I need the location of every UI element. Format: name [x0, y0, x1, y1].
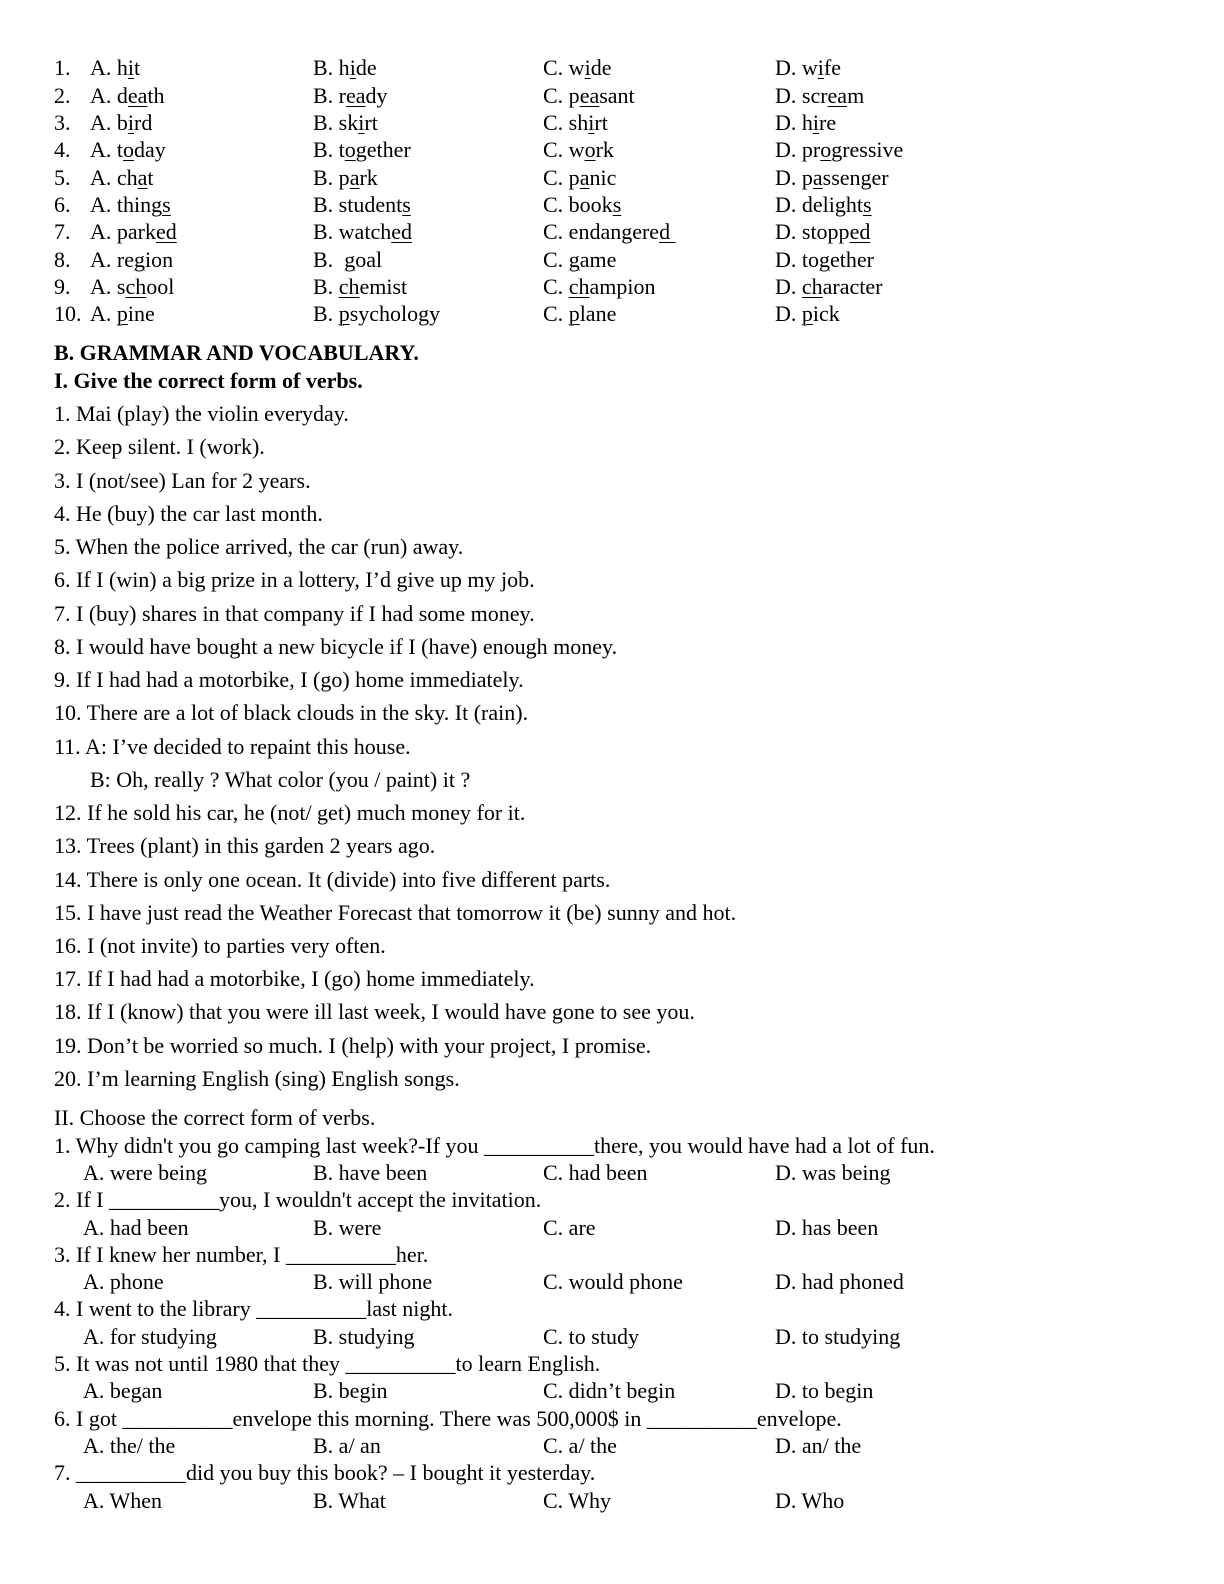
option-text: dy	[365, 83, 388, 108]
part1-item: 11. A: I’ve decided to repaint this house.	[54, 734, 411, 759]
option-text: C. endangere	[543, 219, 660, 244]
underlined-sound: i	[588, 110, 595, 135]
question-number: 10.	[54, 301, 82, 326]
option-text: D. scr	[775, 83, 828, 108]
underlined-sound: d	[659, 219, 676, 244]
option-a: A. were being	[83, 1160, 208, 1185]
option-b: B. begin	[313, 1378, 388, 1403]
option-text: B. t	[313, 137, 345, 162]
option-a	[90, 54, 140, 82]
underlined-sound: s	[402, 192, 411, 217]
option-text: t	[147, 165, 154, 190]
option-text: A. park	[90, 219, 156, 244]
option-b	[313, 54, 377, 82]
pronunciation-row	[0, 136, 1224, 164]
option-text: D. h	[775, 110, 813, 135]
option-text: t	[134, 55, 141, 80]
option-text: ssenger	[822, 165, 889, 190]
option-a	[90, 164, 154, 192]
option-text: ine	[127, 301, 155, 326]
option-text: D.	[775, 301, 802, 326]
option-b	[313, 218, 412, 246]
option-d	[775, 136, 903, 164]
underlined-sound: ea	[579, 83, 600, 108]
part2-options	[0, 1268, 1224, 1296]
section-b-title: B. GRAMMAR AND VOCABULARY.	[54, 340, 419, 365]
question-number: 5.	[54, 165, 71, 190]
underlined-sound: ed	[849, 219, 871, 244]
option-text: gressive	[831, 137, 904, 162]
part2-question: 7. __________did you buy this book? – I bought it yesterday.	[54, 1460, 596, 1485]
part1-item: 8. I would have bought a new bicycle if I (have) enough money.	[54, 634, 618, 659]
option-text: A. re	[90, 247, 134, 272]
option-a	[90, 218, 177, 246]
pronunciation-row	[0, 300, 1224, 328]
underlined-sound: a	[349, 165, 360, 190]
underlined-sound: i	[358, 110, 365, 135]
option-c	[543, 273, 655, 301]
option-c: C. a/ the	[543, 1433, 617, 1458]
option-text: B. r	[313, 83, 346, 108]
question-number: 4.	[54, 137, 71, 162]
underlined-sound: ch	[338, 274, 360, 299]
pronunciation-row	[0, 246, 1224, 274]
option-text: m	[847, 83, 865, 108]
question-number: 1.	[54, 55, 71, 80]
part1-item: 5. When the police arrived, the car (run) away.	[54, 534, 464, 559]
option-text: A. d	[90, 83, 128, 108]
option-text: rt	[594, 110, 608, 135]
pronunciation-row	[0, 191, 1224, 219]
underlined-sound: o	[584, 137, 596, 162]
option-b: B. have been	[313, 1160, 428, 1185]
option-d	[775, 273, 882, 301]
option-b: B. a/ an	[313, 1433, 381, 1458]
option-d: D. to studying	[775, 1324, 901, 1349]
option-c	[543, 246, 616, 274]
option-d: D. was being	[775, 1160, 891, 1185]
pronunciation-row	[0, 273, 1224, 301]
part2-options	[0, 1377, 1224, 1405]
part2-options	[0, 1432, 1224, 1460]
option-text: ool	[146, 274, 175, 299]
underlined-sound: g	[568, 247, 580, 272]
option-d	[775, 191, 872, 219]
part1-title: I. Give the correct form of verbs.	[54, 368, 363, 393]
option-b	[313, 109, 378, 137]
part1-item: 18. If I (know) that you were ill last week, I would have gone to see you.	[54, 999, 695, 1024]
part2-question: 2. If I __________you, I wouldn't accept the invitation.	[54, 1187, 542, 1212]
option-text: rt	[364, 110, 378, 135]
option-b: B. What	[313, 1488, 386, 1513]
option-text: B.	[313, 247, 345, 272]
part2-question: 4. I went to the library __________last night.	[54, 1296, 453, 1321]
option-d	[775, 246, 874, 274]
option-d	[775, 109, 836, 137]
option-text: C. book	[543, 192, 613, 217]
pronunciation-row	[0, 54, 1224, 82]
option-text: re	[819, 110, 837, 135]
option-a	[90, 191, 171, 219]
option-c: C. are	[543, 1215, 596, 1240]
option-d	[775, 218, 870, 246]
part1-item: 13. Trees (plant) in this garden 2 years ago.	[54, 833, 436, 858]
underlined-sound: ch	[568, 274, 590, 299]
option-text: C.	[543, 247, 569, 272]
option-c: C. would phone	[543, 1269, 683, 1294]
option-text: aracter	[822, 274, 883, 299]
part1-item: 4. He (buy) the car last month.	[54, 501, 323, 526]
option-text: C. p	[543, 83, 580, 108]
question-number: 6.	[54, 192, 71, 217]
underlined-sound: i	[584, 55, 591, 80]
option-text: A. s	[90, 274, 126, 299]
option-c	[543, 82, 635, 110]
option-text: rk	[359, 165, 378, 190]
option-d: D. has been	[775, 1215, 879, 1240]
option-text: gether	[355, 137, 411, 162]
option-a	[90, 136, 166, 164]
underlined-sound: a	[137, 165, 148, 190]
part2-options	[0, 1159, 1224, 1187]
option-text: A. t	[90, 137, 123, 162]
option-text: A.	[90, 301, 117, 326]
option-text: D. delight	[775, 192, 863, 217]
option-d: D. to begin	[775, 1378, 874, 1403]
part1-item: 1. Mai (play) the violin everyday.	[54, 401, 349, 426]
underlined-sound: ch	[801, 274, 823, 299]
option-text: ampion	[589, 274, 656, 299]
option-d: D. Who	[775, 1488, 845, 1513]
underlined-sound: ea	[127, 83, 148, 108]
option-b: B. studying	[313, 1324, 415, 1349]
option-text: D. pr	[775, 137, 821, 162]
question-number: 2.	[54, 83, 71, 108]
option-text: ion	[144, 247, 174, 272]
option-a	[90, 273, 174, 301]
underlined-sound: ch	[125, 274, 147, 299]
option-text: lane	[579, 301, 617, 326]
option-b	[313, 300, 440, 328]
option-text: C. w	[543, 137, 585, 162]
option-c	[543, 300, 616, 328]
option-text: C. sh	[543, 110, 589, 135]
underlined-sound: s	[612, 192, 622, 217]
option-text: C. p	[543, 165, 580, 190]
option-d: D. had phoned	[775, 1269, 904, 1294]
option-text: A. b	[90, 110, 128, 135]
option-a: A. had been	[83, 1215, 189, 1240]
underlined-sound: p	[116, 301, 128, 326]
underlined-sound: ea	[827, 83, 848, 108]
question-number: 7.	[54, 219, 71, 244]
option-a: A. began	[83, 1378, 163, 1403]
underlined-sound: s	[162, 192, 171, 217]
underlined-sound: o	[123, 137, 134, 162]
part1-item: 7. I (buy) shares in that company if I had some money.	[54, 601, 535, 626]
option-a: A. phone	[83, 1269, 164, 1294]
underlined-sound: g	[819, 247, 830, 272]
part1-item: 17. If I had had a motorbike, I (go) home immediately.	[54, 966, 535, 991]
option-text: ick	[812, 301, 840, 326]
part1-item: 15. I have just read the Weather Forecast that tomorrow it (be) sunny and hot.	[54, 900, 737, 925]
option-a: A. for studying	[83, 1324, 217, 1349]
part2-options	[0, 1487, 1224, 1515]
part2-question: 6. I got __________envelope this morning. There was 500,000$ in __________envelope.	[54, 1406, 842, 1431]
part1-item: 14. There is only one ocean. It (divide) into five different parts.	[54, 867, 611, 892]
option-b	[313, 246, 382, 274]
option-text: B. watch	[313, 219, 392, 244]
option-text: C.	[543, 301, 569, 326]
underlined-sound: ed	[391, 219, 412, 244]
option-text: rd	[134, 110, 153, 135]
option-text: oal	[355, 247, 383, 272]
option-a: A. When	[83, 1488, 163, 1513]
option-a	[90, 300, 155, 328]
part1-item: 3. I (not/see) Lan for 2 years.	[54, 468, 311, 493]
option-d	[775, 300, 840, 328]
option-c	[543, 109, 608, 137]
option-text: sychology	[349, 301, 441, 326]
part2-options	[0, 1214, 1224, 1242]
option-a	[90, 82, 165, 110]
underlined-sound: i	[127, 110, 135, 135]
part2-options	[0, 1323, 1224, 1351]
option-c	[543, 136, 614, 164]
underlined-sound: p	[338, 301, 350, 326]
option-b: B. will phone	[313, 1269, 433, 1294]
part1-item: 19. Don’t be worried so much. I (help) with your project, I promise.	[54, 1033, 652, 1058]
option-d	[775, 54, 841, 82]
underlined-sound: p	[801, 301, 813, 326]
option-c: C. Why	[543, 1488, 612, 1513]
option-text: emist	[359, 274, 408, 299]
option-text: D. stopp	[775, 219, 850, 244]
pronunciation-row	[0, 218, 1224, 246]
part1-item: 20. I’m learning English (sing) English songs.	[54, 1066, 460, 1091]
option-text: rk	[595, 137, 614, 162]
option-text: fe	[823, 55, 841, 80]
underlined-sound: i	[817, 55, 824, 80]
option-text: D.	[775, 274, 802, 299]
option-text: th	[147, 83, 165, 108]
part1-item: 16. I (not invite) to parties very often.	[54, 933, 386, 958]
option-b	[313, 191, 411, 219]
underlined-sound: i	[812, 110, 820, 135]
option-b	[313, 82, 388, 110]
option-text: D. to	[775, 247, 819, 272]
option-text: A. ch	[90, 165, 138, 190]
question-number: 8.	[54, 247, 71, 272]
part2-question: 3. If I knew her number, I __________her.	[54, 1242, 429, 1267]
option-text: ether	[830, 247, 874, 272]
option-text: D. w	[775, 55, 818, 80]
underlined-sound: ed	[155, 219, 177, 244]
question-number: 3.	[54, 110, 71, 135]
underlined-sound: i	[349, 55, 356, 80]
option-c	[543, 54, 611, 82]
option-c: C. didn’t begin	[543, 1378, 676, 1403]
part1-item: 12. If he sold his car, he (not/ get) much money for it.	[54, 800, 526, 825]
part2-question: 1. Why didn't you go camping last week?-If you __________there, you would have had a lot of fun.	[54, 1133, 935, 1158]
part1-item-continuation: B: Oh, really ? What color (you / paint) it ?	[90, 767, 471, 792]
option-text: de	[355, 55, 377, 80]
option-text: B.	[313, 301, 339, 326]
option-b: B. were	[313, 1215, 382, 1240]
option-text: B. student	[313, 192, 403, 217]
underlined-sound: a	[579, 165, 590, 190]
underlined-sound: a	[812, 165, 823, 190]
underlined-sound: p	[568, 301, 580, 326]
option-d	[775, 82, 864, 110]
option-c: C. had been	[543, 1160, 648, 1185]
option-text: day	[134, 137, 166, 162]
option-a	[90, 246, 173, 274]
option-text: D. p	[775, 165, 813, 190]
option-text: de	[590, 55, 612, 80]
option-text: B. h	[313, 55, 350, 80]
underlined-sound: o	[344, 137, 356, 162]
option-c: C. to study	[543, 1324, 639, 1349]
option-text: sant	[599, 83, 635, 108]
option-text: B.	[313, 274, 339, 299]
option-c	[543, 191, 621, 219]
option-text: ame	[579, 247, 617, 272]
pronunciation-row	[0, 109, 1224, 137]
part1-item: 2. Keep silent. I (work).	[54, 434, 265, 459]
underlined-sound: ea	[346, 83, 366, 108]
part2-title: II. Choose the correct form of verbs.	[54, 1105, 376, 1130]
part1-item: 10. There are a lot of black clouds in the sky. It (rain).	[54, 700, 529, 725]
underlined-sound: i	[127, 55, 135, 80]
part1-item: 9. If I had had a motorbike, I (go) home immediately.	[54, 667, 524, 692]
pronunciation-row	[0, 164, 1224, 192]
option-text: A. h	[90, 55, 128, 80]
option-d: D. an/ the	[775, 1433, 862, 1458]
option-c	[543, 164, 616, 192]
option-b	[313, 136, 411, 164]
option-text: B. p	[313, 165, 350, 190]
option-text: nic	[589, 165, 617, 190]
option-text: C. w	[543, 55, 585, 80]
option-c	[543, 218, 676, 246]
option-d	[775, 164, 889, 192]
question-number: 9.	[54, 274, 71, 299]
underlined-sound: g	[133, 247, 145, 272]
underlined-sound: g	[344, 247, 356, 272]
option-b	[313, 273, 407, 301]
pronunciation-row	[0, 82, 1224, 110]
option-text: B. sk	[313, 110, 359, 135]
option-text: A. thing	[90, 192, 163, 217]
underlined-sound: s	[863, 192, 872, 217]
underlined-sound: o	[820, 137, 832, 162]
option-a	[90, 109, 152, 137]
option-b	[313, 164, 378, 192]
option-text: C.	[543, 274, 569, 299]
part1-item: 6. If I (win) a big prize in a lottery, I’d give up my job.	[54, 567, 535, 592]
part2-question: 5. It was not until 1980 that they __________to learn English.	[54, 1351, 601, 1376]
option-a: A. the/ the	[83, 1433, 176, 1458]
